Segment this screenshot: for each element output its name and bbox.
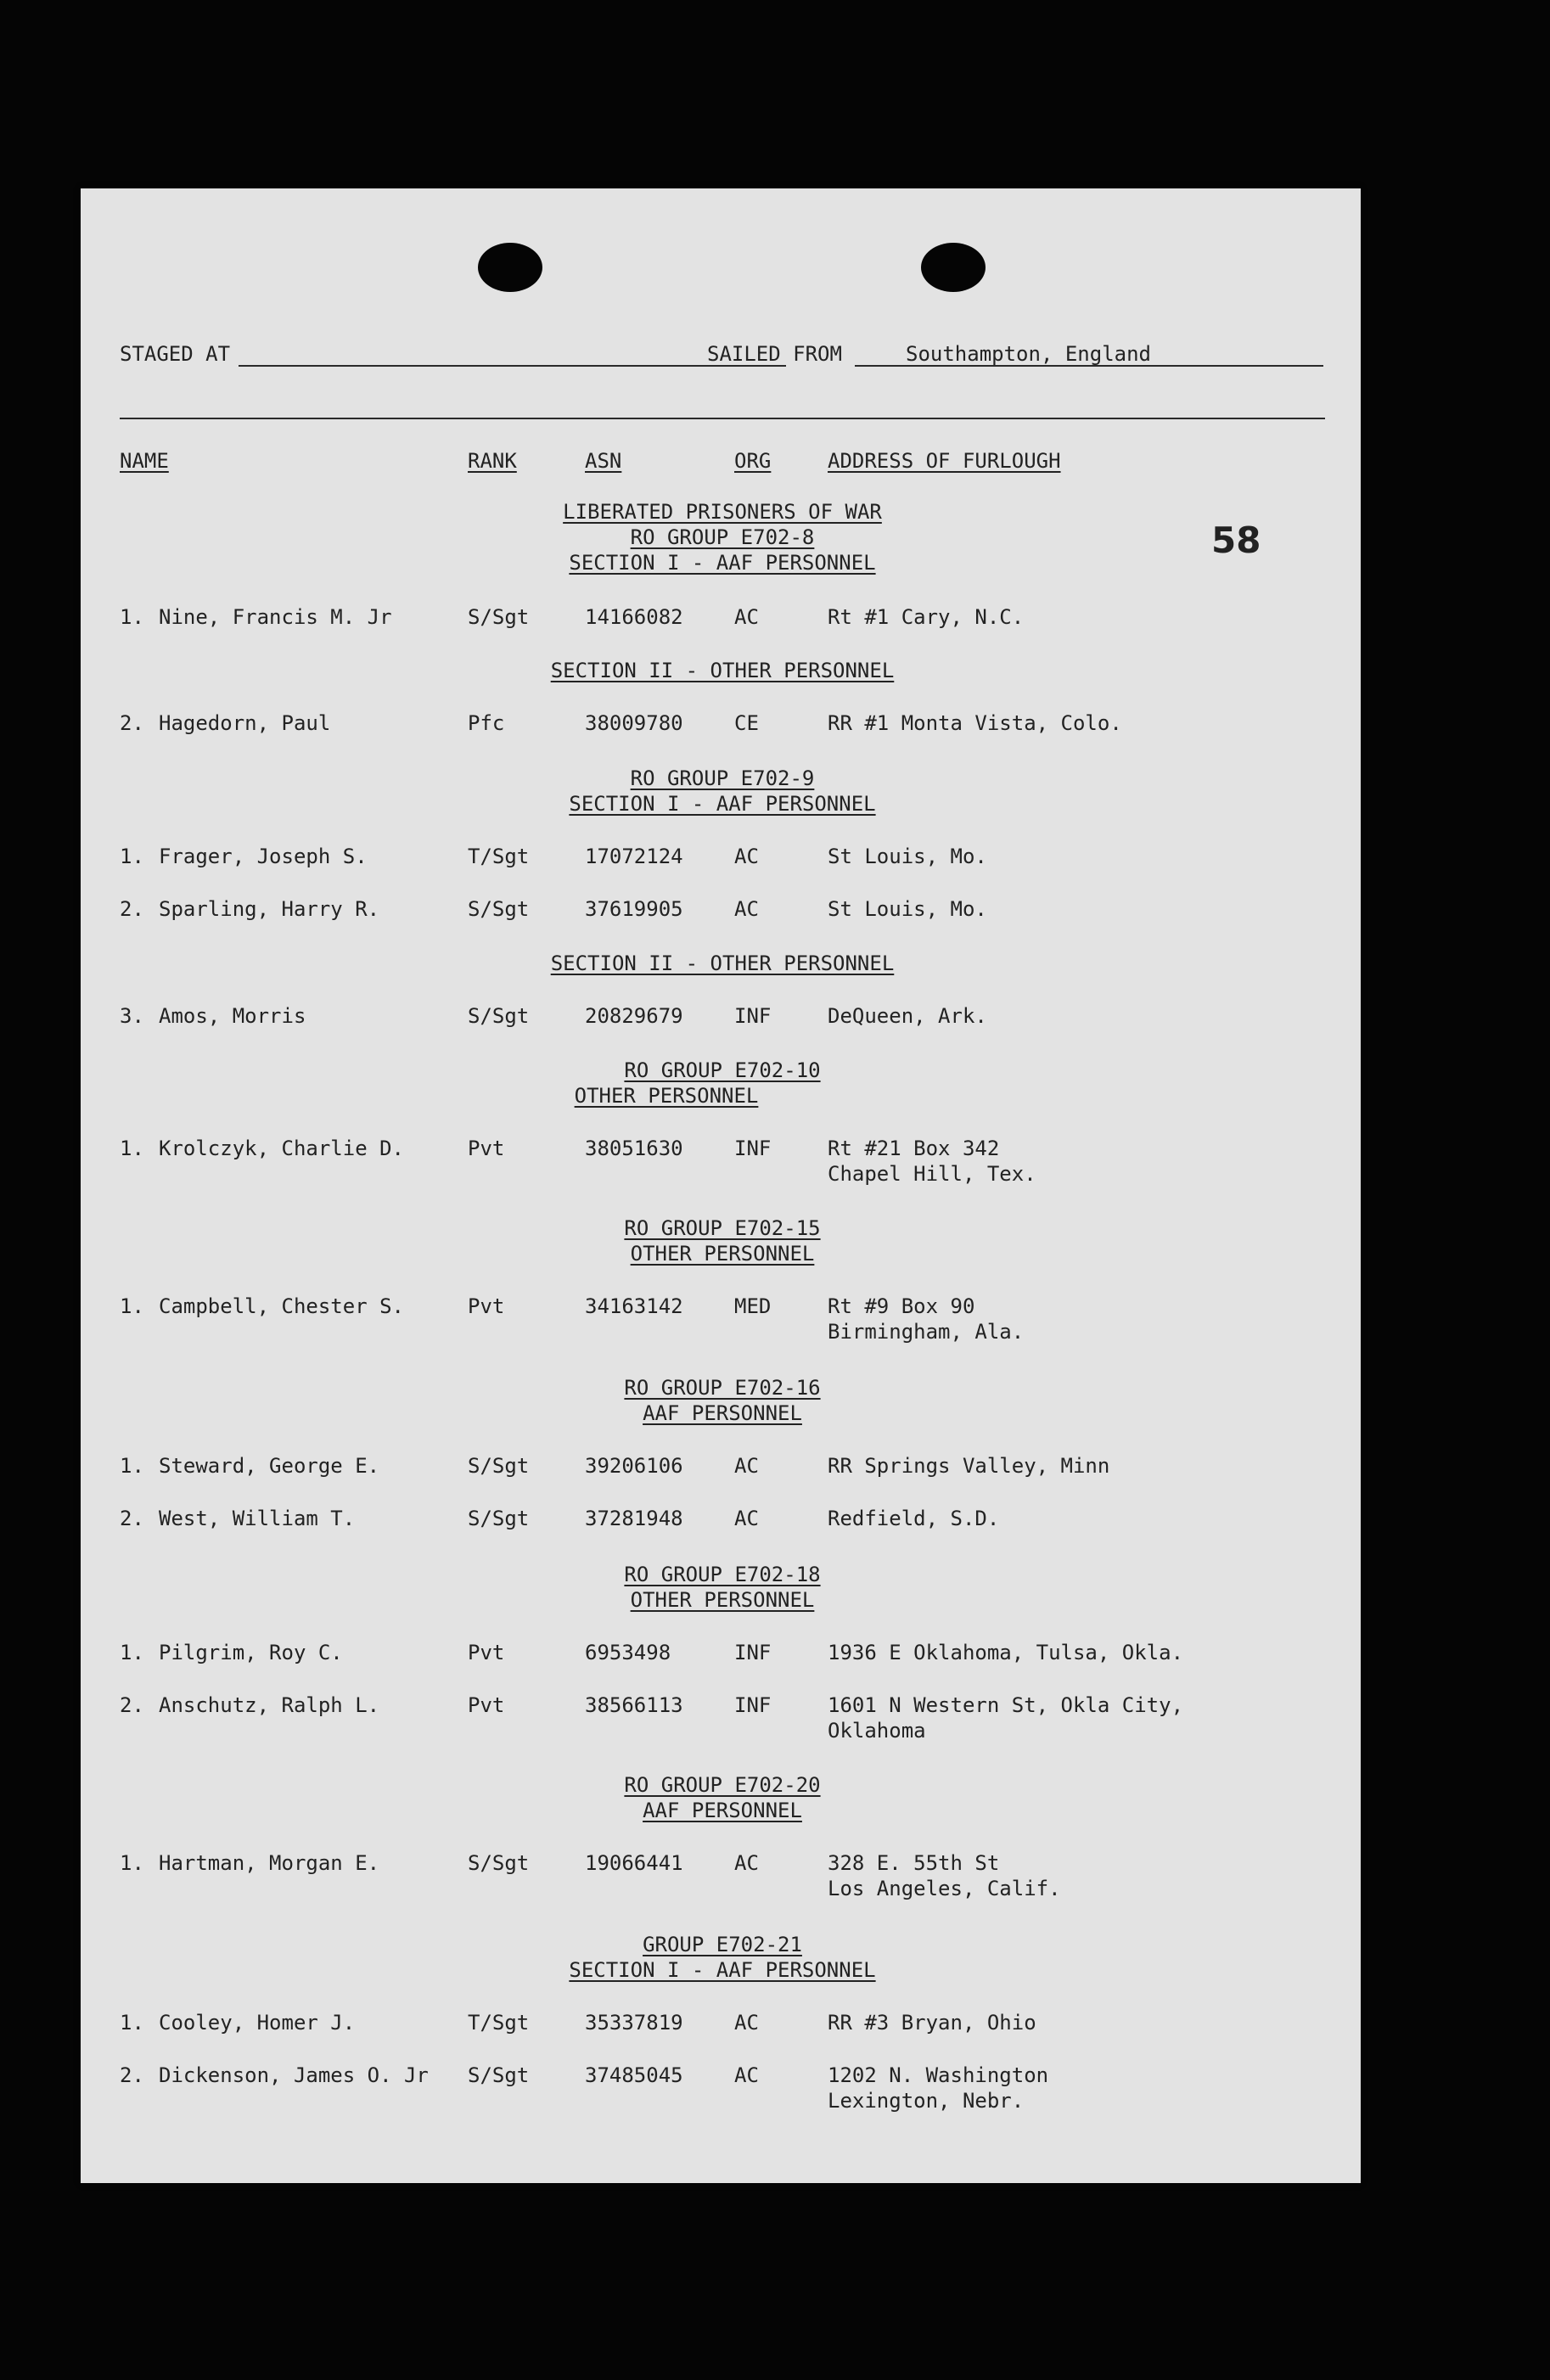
row-name: Frager, Joseph S. bbox=[159, 845, 368, 868]
row-number: 2. bbox=[120, 897, 144, 921]
row-address-line2: Los Angeles, Calif. bbox=[828, 1877, 1061, 1900]
row-number: 2. bbox=[120, 1693, 144, 1717]
row-asn: 35337819 bbox=[585, 2011, 683, 2035]
row-address: 1202 N. Washington bbox=[828, 2063, 1049, 2087]
heading-section: SECTION I - AAF PERSONNEL bbox=[569, 1958, 876, 1982]
row-asn: 14166082 bbox=[585, 605, 683, 629]
row-asn: 17072124 bbox=[585, 845, 683, 868]
row-number: 1. bbox=[120, 1294, 144, 1318]
row-address: Rt #1 Cary, N.C. bbox=[828, 605, 1025, 629]
row-address: 328 E. 55th St bbox=[828, 1851, 1000, 1875]
row-name: Krolczyk, Charlie D. bbox=[159, 1137, 404, 1160]
row-number: 2. bbox=[120, 711, 144, 735]
row-rank: S/Sgt bbox=[468, 897, 530, 921]
row-org: AC bbox=[734, 2063, 759, 2087]
row-name: Dickenson, James O. Jr bbox=[159, 2063, 429, 2087]
row-name: Amos, Morris bbox=[159, 1004, 306, 1028]
row-org: AC bbox=[734, 1507, 759, 1530]
row-asn: 37281948 bbox=[585, 1507, 683, 1530]
row-address: Rt #21 Box 342 bbox=[828, 1137, 1000, 1160]
row-org: AC bbox=[734, 845, 759, 868]
row-asn: 37619905 bbox=[585, 897, 683, 921]
punch-hole bbox=[921, 243, 986, 292]
row-rank: Pvt bbox=[468, 1693, 505, 1717]
row-address: 1601 N Western St, Okla City, bbox=[828, 1693, 1184, 1717]
row-rank: S/Sgt bbox=[468, 1507, 530, 1530]
row-rank: T/Sgt bbox=[468, 2011, 530, 2035]
heading-section: OTHER PERSONNEL bbox=[630, 1588, 815, 1612]
row-address: DeQueen, Ark. bbox=[828, 1004, 987, 1028]
row-name: Campbell, Chester S. bbox=[159, 1294, 404, 1318]
row-org: INF bbox=[734, 1641, 772, 1664]
col-org: ORG bbox=[734, 449, 772, 473]
col-rank: RANK bbox=[468, 449, 517, 473]
heading-group: RO GROUP E702-10 bbox=[624, 1058, 821, 1082]
row-address: Rt #9 Box 90 bbox=[828, 1294, 975, 1318]
row-name: Anschutz, Ralph L. bbox=[159, 1693, 380, 1717]
row-rank: S/Sgt bbox=[468, 2063, 530, 2087]
row-asn: 34163142 bbox=[585, 1294, 683, 1318]
row-name: Hartman, Morgan E. bbox=[159, 1851, 380, 1875]
row-rank: Pfc bbox=[468, 711, 505, 735]
row-asn: 38051630 bbox=[585, 1137, 683, 1160]
row-address: RR Springs Valley, Minn bbox=[828, 1454, 1110, 1478]
row-org: AC bbox=[734, 2011, 759, 2035]
row-asn: 19066441 bbox=[585, 1851, 683, 1875]
row-name: Steward, George E. bbox=[159, 1454, 380, 1478]
row-asn: 39206106 bbox=[585, 1454, 683, 1478]
row-number: 1. bbox=[120, 605, 144, 629]
row-org: CE bbox=[734, 711, 759, 735]
row-address: Redfield, S.D. bbox=[828, 1507, 1000, 1530]
row-address: St Louis, Mo. bbox=[828, 845, 987, 868]
document-page bbox=[81, 188, 1361, 2183]
heading-section: AAF PERSONNEL bbox=[643, 1401, 802, 1425]
row-org: MED bbox=[734, 1294, 772, 1318]
col-address: ADDRESS OF FURLOUGH bbox=[828, 449, 1061, 473]
heading-group: RO GROUP E702-9 bbox=[630, 766, 815, 790]
heading-liberated: LIBERATED PRISONERS OF WAR bbox=[563, 500, 882, 524]
row-name: Cooley, Homer J. bbox=[159, 2011, 356, 2035]
row-number: 1. bbox=[120, 1137, 144, 1160]
row-rank: S/Sgt bbox=[468, 1004, 530, 1028]
row-number: 1. bbox=[120, 845, 144, 868]
row-rank: T/Sgt bbox=[468, 845, 530, 868]
row-rank: S/Sgt bbox=[468, 1454, 530, 1478]
row-rank: Pvt bbox=[468, 1294, 505, 1318]
row-org: INF bbox=[734, 1693, 772, 1717]
row-number: 1. bbox=[120, 1641, 144, 1664]
row-number: 3. bbox=[120, 1004, 144, 1028]
heading-group: RO GROUP E702-16 bbox=[624, 1376, 821, 1400]
row-rank: Pvt bbox=[468, 1641, 505, 1664]
row-org: AC bbox=[734, 897, 759, 921]
heading-group: RO GROUP E702-8 bbox=[630, 525, 815, 549]
col-name: NAME bbox=[120, 449, 169, 473]
row-address-line2: Lexington, Nebr. bbox=[828, 2089, 1025, 2113]
row-number: 1. bbox=[120, 1851, 144, 1875]
row-name: Nine, Francis M. Jr bbox=[159, 605, 392, 629]
heading-group: RO GROUP E702-20 bbox=[624, 1773, 821, 1797]
row-address: 1936 E Oklahoma, Tulsa, Okla. bbox=[828, 1641, 1184, 1664]
col-asn: ASN bbox=[585, 449, 622, 473]
row-org: INF bbox=[734, 1137, 772, 1160]
row-name: Hagedorn, Paul bbox=[159, 711, 331, 735]
row-org: INF bbox=[734, 1004, 772, 1028]
row-org: AC bbox=[734, 1851, 759, 1875]
heading-group: GROUP E702-21 bbox=[643, 1933, 802, 1956]
row-name: Sparling, Harry R. bbox=[159, 897, 380, 921]
heading-section: SECTION II - OTHER PERSONNEL bbox=[550, 659, 895, 682]
heading-group: RO GROUP E702-18 bbox=[624, 1563, 821, 1586]
punch-hole bbox=[478, 243, 542, 292]
heading-section: OTHER PERSONNEL bbox=[574, 1084, 759, 1108]
row-rank: S/Sgt bbox=[468, 1851, 530, 1875]
row-asn: 38566113 bbox=[585, 1693, 683, 1717]
row-rank: Pvt bbox=[468, 1137, 505, 1160]
row-address-line2: Birmingham, Ala. bbox=[828, 1320, 1025, 1344]
row-asn: 37485045 bbox=[585, 2063, 683, 2087]
sailed-from-label: SAILED FROM bbox=[707, 342, 842, 366]
row-rank: S/Sgt bbox=[468, 605, 530, 629]
row-address: RR #1 Monta Vista, Colo. bbox=[828, 711, 1122, 735]
page-number: 58 bbox=[1211, 519, 1261, 561]
row-number: 1. bbox=[120, 1454, 144, 1478]
header-divider bbox=[120, 418, 1325, 419]
row-address-line2: Oklahoma bbox=[828, 1719, 926, 1743]
heading-section: SECTION I - AAF PERSONNEL bbox=[569, 551, 876, 575]
heading-section: SECTION II - OTHER PERSONNEL bbox=[550, 951, 895, 975]
sailed-from-value: Southampton, England bbox=[906, 342, 1151, 366]
row-number: 2. bbox=[120, 2063, 144, 2087]
heading-section: AAF PERSONNEL bbox=[643, 1799, 802, 1822]
heading-group: RO GROUP E702-15 bbox=[624, 1216, 821, 1240]
row-name: Pilgrim, Roy C. bbox=[159, 1641, 343, 1664]
row-asn: 20829679 bbox=[585, 1004, 683, 1028]
row-address: St Louis, Mo. bbox=[828, 897, 987, 921]
row-asn: 6953498 bbox=[585, 1641, 671, 1664]
row-name: West, William T. bbox=[159, 1507, 356, 1530]
row-org: AC bbox=[734, 1454, 759, 1478]
row-org: AC bbox=[734, 605, 759, 629]
row-address: RR #3 Bryan, Ohio bbox=[828, 2011, 1036, 2035]
staged-at-label: STAGED AT bbox=[120, 342, 231, 366]
row-number: 2. bbox=[120, 1507, 144, 1530]
heading-section: OTHER PERSONNEL bbox=[630, 1242, 815, 1266]
row-asn: 38009780 bbox=[585, 711, 683, 735]
heading-section: SECTION I - AAF PERSONNEL bbox=[569, 792, 876, 816]
staged-at-blank bbox=[239, 365, 786, 367]
row-number: 1. bbox=[120, 2011, 144, 2035]
row-address-line2: Chapel Hill, Tex. bbox=[828, 1162, 1036, 1186]
